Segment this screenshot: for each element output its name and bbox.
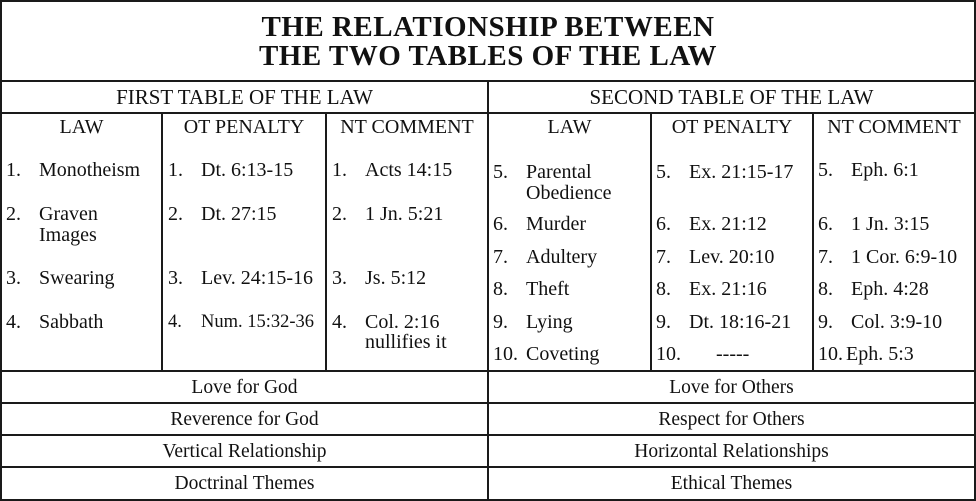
column-divider (325, 114, 327, 370)
summary-second-table: Ethical Themes (670, 473, 793, 494)
title-line-1: THE RELATIONSHIP BETWEEN (261, 11, 715, 43)
summary-row-reverence (2, 402, 974, 434)
title-line-2: THE TWO TABLES OF THE LAW (258, 40, 718, 72)
summary-row-themes (2, 466, 974, 501)
law-tables-chart: THE RELATIONSHIP BETWEEN THE TWO TABLES OF THE LAW FIRST TABLE OF THE LAW SECOND TABLE OF THE LAW LAW OT PENALTY NT COMMENT LAW OT PENALTY NT COMMENT 1. Monotheism 2. Graven Images 3. Swearing 4. Sabbath 1. Dt. 6:13-15 2. Dt. 27:15 3. Lev. 24:15-16 4. Num. 15:32-36 1. Acts 14:15 2. 1 Jn. 5:21 3. Js. 5:12 4. Col. 2:16 nullifies it 5. Parental Obedience 6. Murder 7. Adultery 8. Theft 9. Lying 10. Coveting 5. Ex. 21:15-17 6. Ex. 21:12 7. Lev. 20:10 8. Ex. 21:16 9. Dt. 18:16-21 10. ----- 5. Eph. 6:1 6. 1 Jn. 3:15 7. 1 Cor. 6:9-10 8. Eph. 4:28 9. Col. 3:9-10 10. Eph. 5:3 Love for God Love for Others Reverence for God Respect for Others Vertical Relationship Horizontal Relationships Doctrinal Themes Ethical Themes (0, 0, 976, 501)
second-table-heading: SECOND TABLE OF THE LAW (489, 82, 974, 114)
column-header-law: LAW (59, 116, 104, 138)
first-table-heading: FIRST TABLE OF THE LAW (2, 82, 487, 114)
summary-first-table: Love for God (191, 377, 298, 398)
column-divider (812, 114, 814, 370)
column-header-ot-penalty: OT PENALTY (671, 116, 793, 138)
summary-first-table: Doctrinal Themes (174, 473, 315, 494)
summary-first-table: Vertical Relationship (162, 441, 327, 462)
column-divider (161, 114, 163, 370)
column-divider (650, 114, 652, 370)
summary-first-table: Reverence for God (170, 409, 319, 430)
column-header-law: LAW (547, 116, 592, 138)
summary-row-relationship (2, 434, 974, 466)
column-header-ot-penalty: OT PENALTY (183, 116, 305, 138)
chart-title (2, 2, 974, 82)
summary-row-love (2, 370, 974, 402)
column-header-nt-comment: NT COMMENT (827, 116, 961, 138)
summary-second-table: Respect for Others (658, 409, 805, 430)
summary-second-table: Horizontal Relationships (634, 441, 829, 462)
column-header-nt-comment: NT COMMENT (340, 116, 474, 138)
summary-second-table: Love for Others (669, 377, 794, 398)
